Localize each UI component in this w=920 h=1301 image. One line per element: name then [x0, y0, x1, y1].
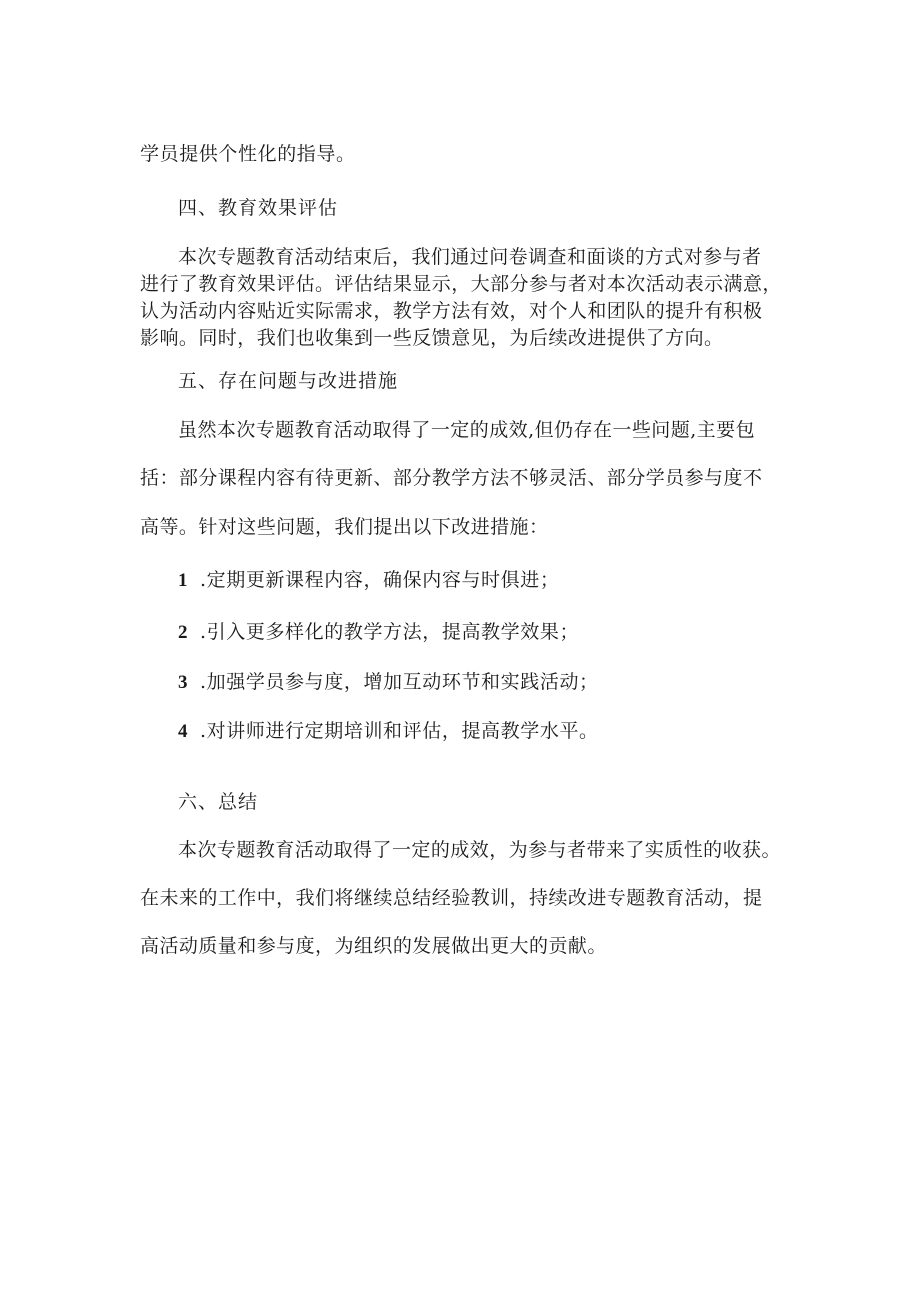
- measure-number: 3: [178, 672, 189, 693]
- measure-item: [178, 670, 599, 695]
- measure-number: 2: [178, 622, 189, 643]
- section-6-heading: 六、总结: [178, 791, 259, 813]
- section-4-para-line: 进行了教育效果评估。评估结果显示，大部分参与者对本次活动表示满意，: [140, 273, 782, 295]
- section-5-para-line: 虽然本次专题教育活动取得了一定的成效,但仍存在一些问题,主要包: [178, 419, 756, 441]
- measure-item: [178, 620, 579, 645]
- section-4-heading: 四、教育效果评估: [178, 197, 339, 219]
- section-5-para-line: 高等。针对这些问题，我们提出以下改进措施：: [140, 516, 549, 538]
- section-4-para-line: 影响。同时，我们也收集到一些反馈意见，为后续改进提供了方向。: [140, 327, 724, 349]
- measure-text: .对讲师进行定期培训和评估，提高教学水平。: [200, 720, 599, 742]
- section-4-para-line: 本次专题教育活动结束后，我们通过问卷调查和面谈的方式对参与者: [178, 246, 762, 268]
- measure-item: [178, 568, 559, 593]
- section-6-para-line: 本次专题教育活动取得了一定的成效，为参与者带来了实质性的收获。: [178, 839, 781, 861]
- measure-text: .定期更新课程内容，确保内容与时俱进；: [200, 569, 560, 591]
- section-4-para-line: 认为活动内容贴近实际需求，教学方法有效，对个人和团队的提升有积极: [140, 300, 763, 322]
- measure-number: 4: [178, 721, 189, 742]
- measure-item: [178, 719, 599, 744]
- continuation-line: 学员提供个性化的指导。: [140, 143, 356, 165]
- section-6-para-line: 高活动质量和参与度，为组织的发展做出更大的贡献。: [140, 935, 607, 957]
- section-6-para-line: 在未来的工作中，我们将继续总结经验教训，持续改进专题教育活动，提: [140, 887, 763, 909]
- section-5-para-line: 括：部分课程内容有待更新、部分教学方法不够灵活、部分学员参与度不: [140, 467, 763, 489]
- measure-text: .加强学员参与度，增加互动环节和实践活动；: [200, 671, 599, 693]
- measure-text: .引入更多样化的教学方法，提高教学效果；: [200, 621, 580, 643]
- measure-number: 1: [178, 570, 189, 591]
- section-5-heading: 五、存在问题与改进措施: [178, 370, 399, 392]
